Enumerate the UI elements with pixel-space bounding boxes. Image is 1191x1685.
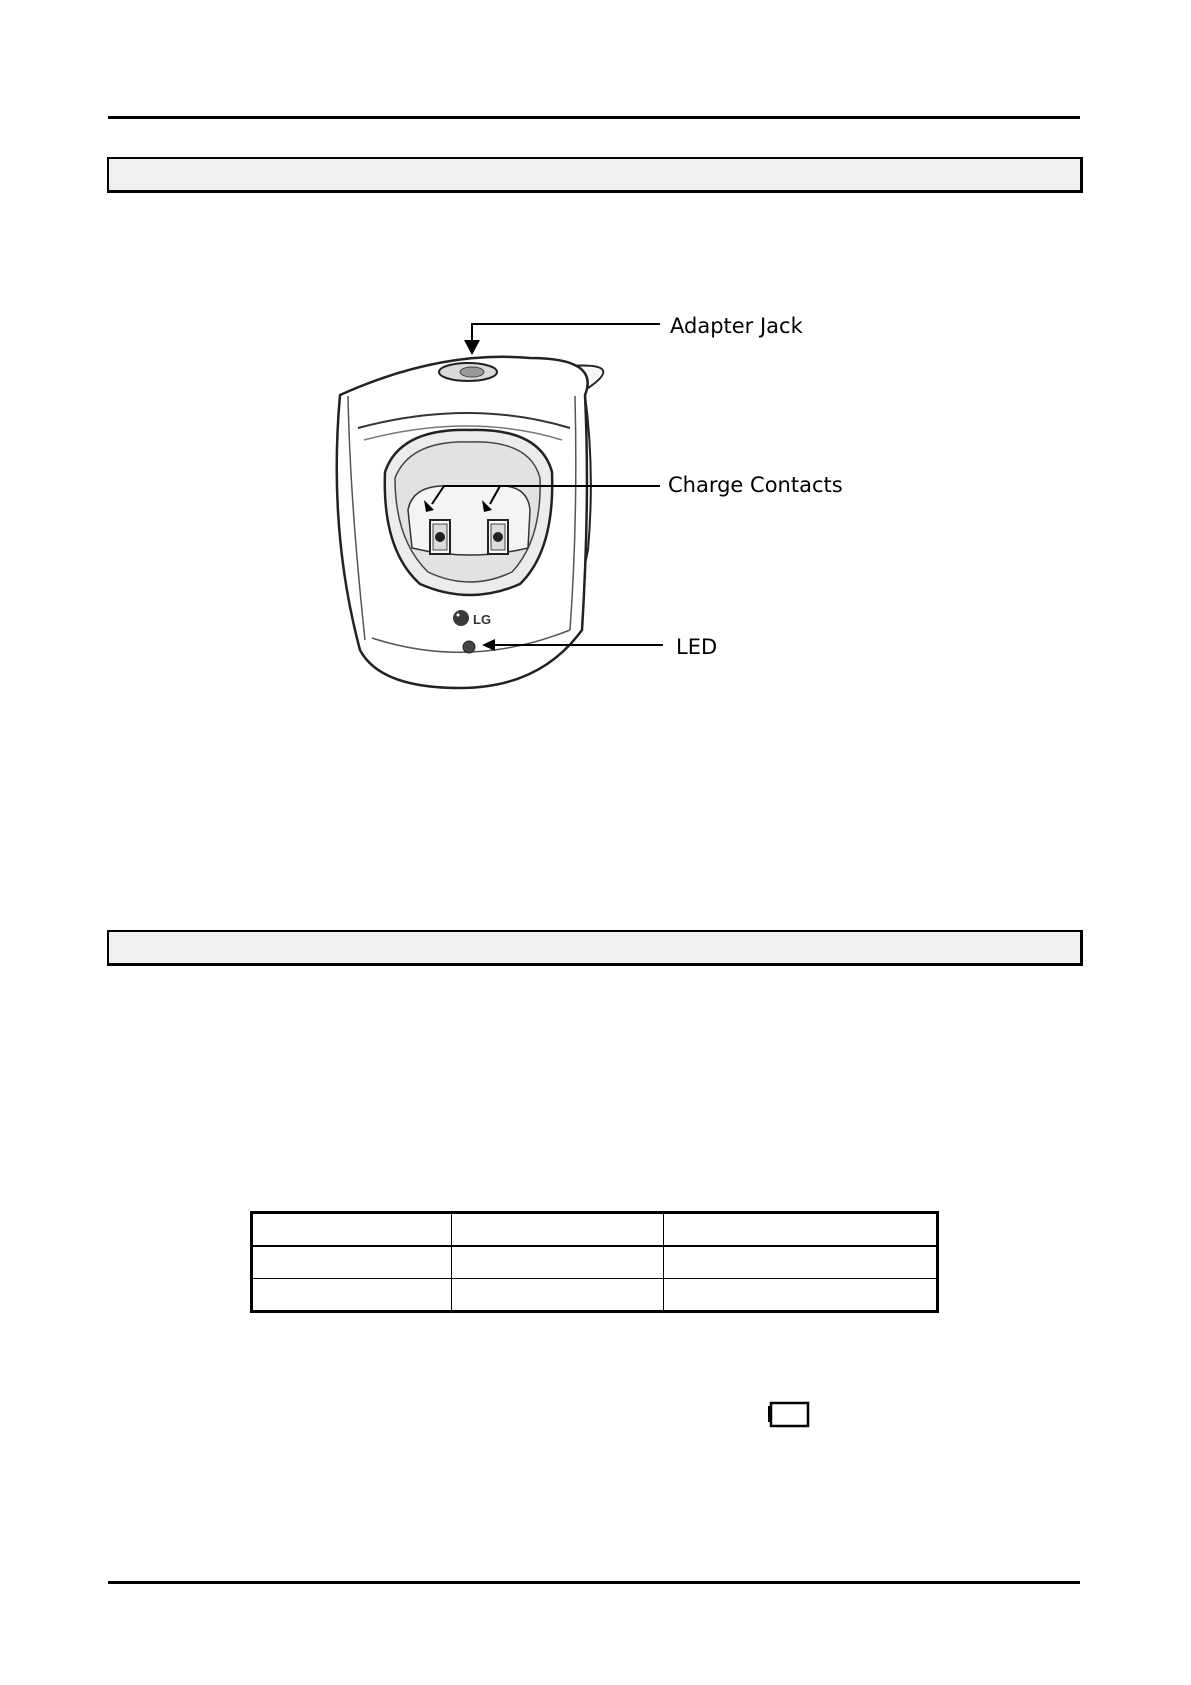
table-header-row <box>252 1213 938 1247</box>
table-cell <box>452 1279 664 1312</box>
charge-contacts-label: Charge Contacts <box>668 473 843 497</box>
svg-text:LG: LG <box>473 612 492 627</box>
table-cell <box>452 1246 664 1279</box>
battery-empty-icon <box>766 1401 812 1431</box>
lg-logo <box>453 610 491 627</box>
table-cell <box>664 1246 938 1279</box>
led-label: LED <box>676 635 718 659</box>
section-heading-led <box>107 930 1083 966</box>
led-indicator <box>463 641 475 653</box>
adapter-jack-label: Adapter Jack <box>670 314 803 338</box>
table-header-cell <box>252 1213 452 1247</box>
charge-contact-left <box>430 520 450 554</box>
charge-contact-right <box>488 520 508 554</box>
table-cell <box>664 1279 938 1312</box>
table-cell <box>252 1279 452 1312</box>
table-cell <box>252 1246 452 1279</box>
header-rule <box>108 116 1080 119</box>
footer-rule <box>108 1581 1080 1584</box>
table-header-cell <box>664 1213 938 1247</box>
adapter-jack-leader <box>464 324 660 355</box>
charger-illustration <box>320 300 880 700</box>
table-header-cell <box>452 1213 664 1247</box>
section-heading-charger <box>107 157 1083 193</box>
charger-figure <box>320 300 880 700</box>
led-status-table <box>250 1211 939 1313</box>
table-row <box>252 1279 938 1312</box>
table-row <box>252 1246 938 1279</box>
